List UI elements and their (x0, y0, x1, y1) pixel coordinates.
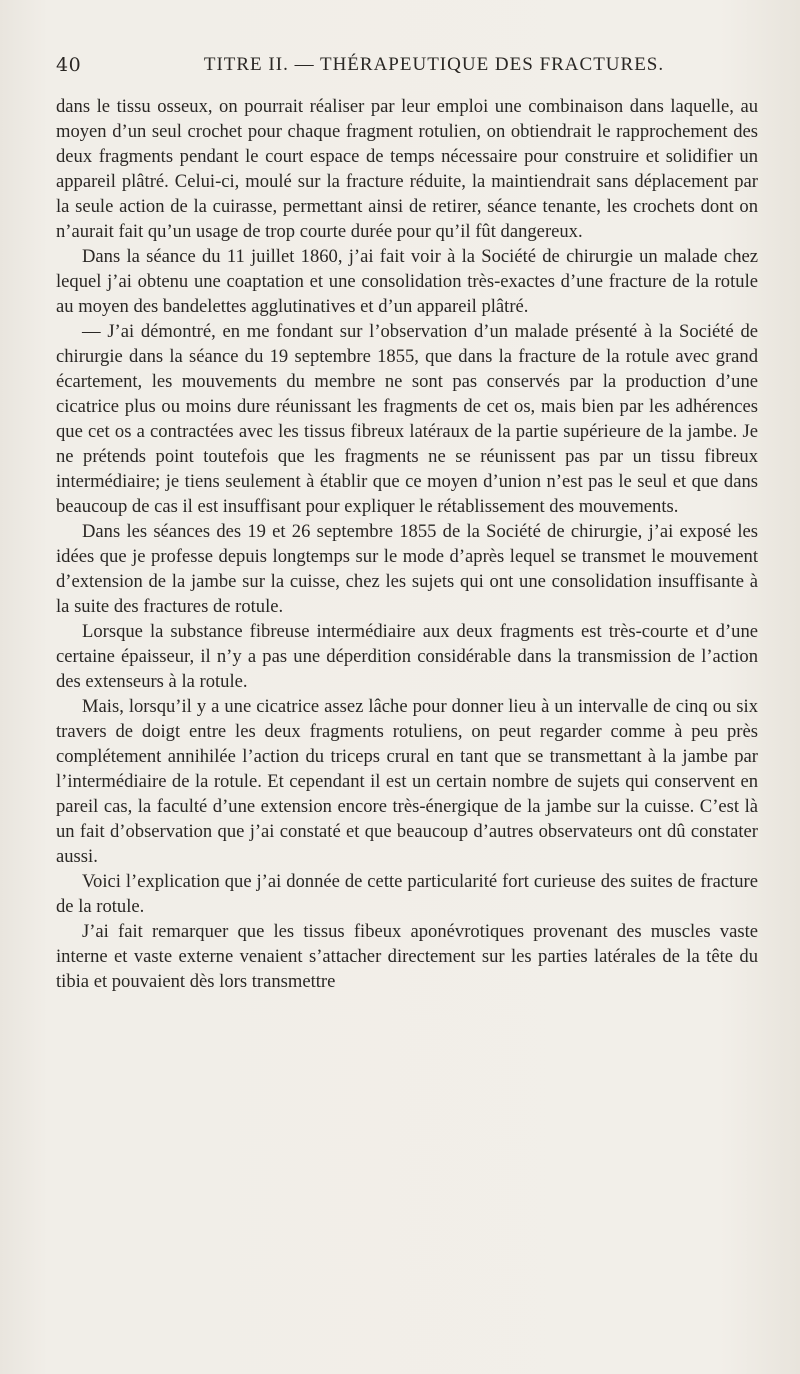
running-title: TITRE II. — THÉRAPEUTIQUE DES FRACTURES. (203, 54, 665, 75)
paragraph-continuation: dans le tissu osseux, on pourrait réaliser par leur emploi une combinaison dans laquelle, au moyen d’un seul crochet pour chaque fragment rotulien, on obtiendrait le rapprochement des deux fragments pendant le court espace de temps nécessaire pour construire et solidifier un appareil plâtré. Celui-ci, moulé sur la fracture réduite, la maintiendrait sans déplacement par la seule action de la cuirasse, permettant ainsi de retirer, séance tenante, les crochets dont on n’aurait fait qu’un usage de trop courte durée pour qu’il fût dangereux. (56, 96, 758, 242)
paragraph: J’ai fait remarquer que les tissus fibeux aponévrotiques provenant des muscles vaste interne et vaste externe venaient s’attacher directement sur les parties latérales de la tête du tibia et pouvaient dès lors transmettre (56, 921, 758, 992)
paragraph: — J’ai démontré, en me fondant sur l’observation d’un malade présenté à la Société de chirurgie dans la séance du 19 septembre 1855, que dans la fracture de la rotule avec grand écartement, les mouvements du membre ne sont pas conservés par la production d’une cicatrice plus ou moins dure réunissant les fragments de cet os, mais bien par les adhérences que cet os a contractées avec les tissus fibreux latéraux de la partie supérieure de la jambe. Je ne prétends point toutefois que les fragments ne se réunissent pas par un tissu fibreux intermédiaire; je tiens seulement à établir que ce moyen d’union n’est pas le seul et que dans beaucoup de cas il est insuffisant pour expliquer le rétablissement des mouvements. (56, 321, 758, 517)
page-number: 40 (56, 54, 82, 76)
body-text (56, 94, 758, 994)
paragraph: Voici l’explication que j’ai donnée de cette particularité fort curieuse des suites de fracture de la rotule. (56, 871, 758, 917)
page-header (56, 54, 756, 84)
paragraph: Dans la séance du 11 juillet 1860, j’ai fait voir à la Société de chirurgie un malade chez lequel j’ai obtenu une coaptation et une consolidation très-exactes d’une fracture de la rotule au moyen des bandelettes agglutinatives et d’un appareil plâtré. (56, 246, 758, 317)
paragraph: Lorsque la substance fibreuse intermédiaire aux deux fragments est très-courte et d’une certaine épaisseur, il n’y a pas une déperdition considérable dans la transmission de l’action des extenseurs à la rotule. (56, 621, 758, 692)
paragraph: Dans les séances des 19 et 26 septembre 1855 de la Société de chirurgie, j’ai exposé les idées que je professe depuis longtemps sur le mode d’après lequel se transmet le mouvement d’extension de la jambe sur la cuisse, chez les sujets qui ont une consolidation insuffisante à la suite des fractures de rotule. (56, 521, 758, 617)
paragraph: Mais, lorsqu’il y a une cicatrice assez lâche pour donner lieu à un intervalle de cinq ou six travers de doigt entre les deux fragments rotuliens, on peut regarder comme à peu près complétement annihilée l’action du triceps crural en tant que se transmettant à la jambe par l’intermédiaire de la rotule. Et cependant il est un certain nombre de sujets qui conservent en pareil cas, la faculté d’une extension encore très-énergique de la jambe sur la cuisse. C’est là un fait d’observation que j’ai constaté et que beaucoup d’autres observateurs ont dû constater aussi. (56, 696, 758, 867)
